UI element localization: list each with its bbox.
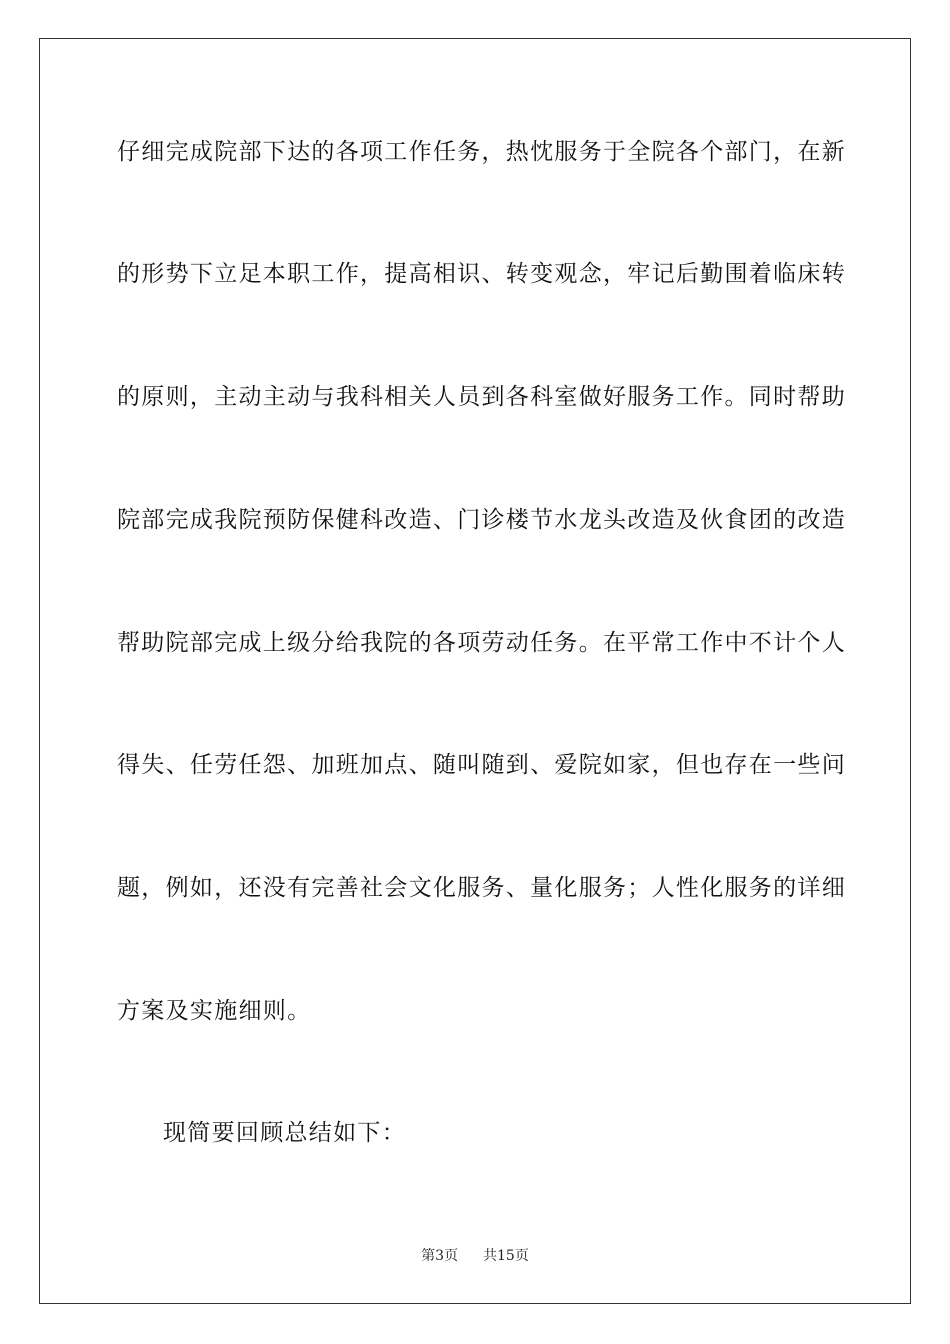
paragraph-line-7: 题，例如，还没有完善社会文化服务、量化服务；人性化服务的详细	[117, 875, 846, 901]
paragraph-line-4: 院部完成我院预防保健科改造、门诊楼节水龙头改造及伙食团的改造	[117, 507, 846, 533]
paragraph-line-6: 得失、任劳任怨、加班加点、随叫随到、爱院如家，但也存在一些问	[117, 752, 846, 778]
paragraph-line-2: 的形势下立足本职工作，提高相识、转变观念，牢记后勤围着临床转	[117, 261, 846, 287]
paragraph-line-3: 的原则，主动主动与我科相关人员到各科室做好服务工作。同时帮助	[117, 384, 846, 410]
page-footer	[0, 1247, 950, 1265]
paragraph-line-1: 仔细完成院部下达的各项工作任务，热忱服务于全院各个部门，在新	[117, 139, 846, 165]
summary-heading: 现简要回顾总结如下：	[163, 1120, 406, 1146]
paragraph-line-8: 方案及实施细则。	[117, 998, 312, 1024]
page-border	[39, 38, 911, 1304]
paragraph-line-5: 帮助院部完成上级分给我院的各项劳动任务。在平常工作中不计个人	[117, 630, 846, 656]
page-total: 共15页	[483, 1248, 529, 1264]
page-number: 第3页	[421, 1248, 459, 1264]
